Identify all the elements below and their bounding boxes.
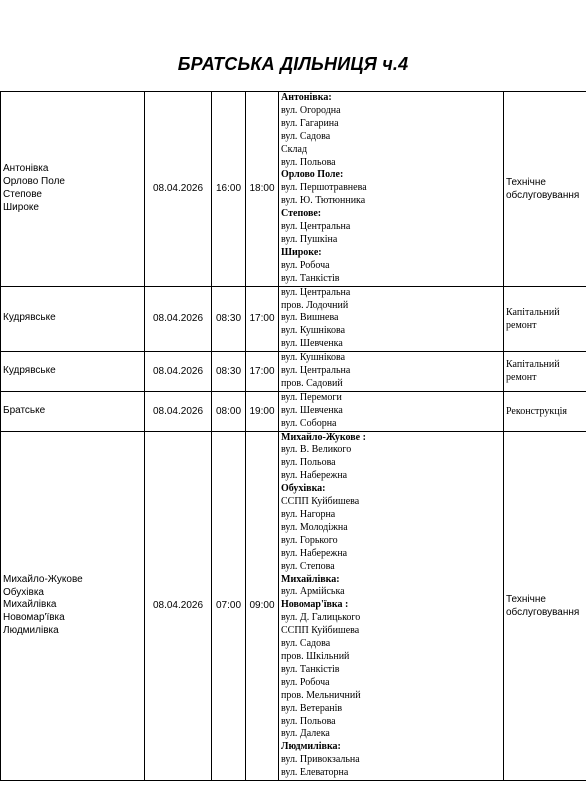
- work-type-text: Технічне: [506, 593, 546, 605]
- streets-cell: [279, 391, 504, 431]
- locality-name: Михайлівка: [3, 599, 57, 611]
- street-name: вул. Садова: [281, 638, 331, 650]
- table-row: [1, 286, 586, 352]
- start-time-cell: 07:00: [212, 431, 246, 780]
- localities-cell: [1, 92, 145, 287]
- street-name: вул. Центральна: [281, 365, 351, 377]
- work-type-cell: [504, 92, 586, 287]
- streets-cell: [279, 92, 504, 287]
- street-name: вул. Кушнікова: [281, 325, 346, 337]
- locality-heading: Новомар'ївка :: [281, 599, 349, 611]
- street-name: вул. Д. Галицького: [281, 612, 361, 624]
- street-name: пров. Садовий: [281, 377, 343, 389]
- street-name: вул. Елеваторна: [281, 767, 349, 779]
- street-name: вул. Армійська: [281, 586, 345, 598]
- street-name: вул. Набережна: [281, 547, 348, 559]
- work-type-cell: [504, 352, 586, 392]
- street-name: вул. Центральна: [281, 286, 351, 298]
- street-name: вул. Нагорна: [281, 509, 336, 520]
- street-name: вул. Садова: [281, 130, 331, 142]
- street-name: вул. В. Великого: [281, 444, 352, 456]
- street-name: вул. Танкістів: [281, 663, 340, 675]
- locality-heading: Михайло-Жукове :: [281, 431, 366, 443]
- street-name: пров. Мельничний: [281, 689, 361, 701]
- localities-cell: [1, 352, 145, 392]
- street-name: вул. Перемоги: [281, 391, 342, 403]
- page-title: БРАТСЬКА ДІЛЬНИЦЯ ч.4: [177, 54, 409, 74]
- street-name: вул. Шевченка: [281, 404, 343, 416]
- work-type-cell: [504, 286, 586, 352]
- street-name: пров. Шкільний: [281, 650, 350, 662]
- locality-name: Кудрявське: [3, 365, 56, 377]
- locality-name: Кудрявське: [3, 312, 56, 324]
- streets-cell: [279, 352, 504, 392]
- localities-cell: [1, 286, 145, 352]
- date-cell: 08.04.2026: [145, 431, 212, 780]
- streets-cell: [279, 431, 504, 780]
- work-type-text: ремонт: [506, 319, 537, 331]
- work-type-text: ремонт: [506, 372, 537, 384]
- schedule-table-body: [1, 92, 586, 781]
- locality-name: Орлово Поле: [3, 176, 65, 187]
- street-name: вул. Робоча: [281, 259, 330, 271]
- street-name: вул. Пушкіна: [281, 233, 338, 245]
- work-type-cell: [504, 391, 586, 431]
- locality-heading: Широке:: [281, 246, 322, 258]
- street-name: Склад: [281, 143, 308, 155]
- schedule-table: [0, 91, 586, 781]
- date-cell: 08.04.2026: [145, 286, 212, 352]
- locality-name: Новомар'ївка: [3, 612, 65, 624]
- locality-heading: Михайлівка:: [281, 573, 340, 585]
- street-name: вул. Польова: [281, 715, 336, 727]
- street-name: вул. Першотравнева: [281, 182, 367, 194]
- work-type-text: обслуговування: [506, 606, 580, 618]
- work-type-text: Капітальний: [506, 306, 560, 318]
- street-name: вул. Гагарина: [281, 117, 339, 129]
- street-name: вул. Соборна: [281, 417, 337, 429]
- street-name: вул. Набережна: [281, 470, 348, 482]
- street-name: вул. Ветеранів: [281, 702, 343, 714]
- start-time-cell: 08:30: [212, 352, 246, 392]
- localities-cell: [1, 391, 145, 431]
- date-cell: 08.04.2026: [145, 352, 212, 392]
- table-row: [1, 431, 586, 780]
- streets-cell: [279, 286, 504, 352]
- street-name: вул. Огородна: [281, 104, 341, 116]
- street-name: ССПП Куйбишева: [281, 496, 360, 508]
- street-name: вул. Молодіжна: [281, 521, 348, 533]
- street-name: вул. Робоча: [281, 676, 330, 688]
- start-time-cell: 08:30: [212, 286, 246, 352]
- work-type-text: обслуговування: [506, 189, 580, 201]
- locality-name: Степове: [3, 188, 42, 200]
- date-cell: 08.04.2026: [145, 391, 212, 431]
- work-type-text: Реконструкція: [506, 405, 567, 417]
- locality-name: Широке: [3, 201, 39, 213]
- work-type-text: Технічне: [506, 176, 546, 188]
- start-time-cell: 16:00: [212, 92, 246, 287]
- street-name: вул. Ю. Тютюнника: [281, 195, 366, 207]
- street-name: вул. Привокзальна: [281, 754, 360, 766]
- locality-name: Людмилівка: [3, 624, 59, 636]
- street-name: вул. Шевченка: [281, 338, 343, 350]
- end-time-cell: 18:00: [246, 92, 279, 287]
- end-time-cell: 19:00: [246, 391, 279, 431]
- street-name: пров. Лодочний: [281, 299, 349, 311]
- street-name: вул. Польова: [281, 457, 336, 469]
- end-time-cell: 17:00: [246, 286, 279, 352]
- street-name: вул. Центральна: [281, 221, 351, 233]
- locality-name: Михайло-Жукове: [3, 573, 83, 585]
- street-name: вул. Вишнева: [281, 312, 339, 324]
- table-row: [1, 352, 586, 392]
- date-cell: 08.04.2026: [145, 92, 212, 287]
- localities-cell: [1, 431, 145, 780]
- start-time-cell: 08:00: [212, 391, 246, 431]
- street-name: вул. Горького: [281, 534, 338, 546]
- end-time-cell: 17:00: [246, 352, 279, 392]
- locality-name: Братське: [3, 404, 46, 416]
- locality-heading: Людмилівка:: [281, 741, 341, 753]
- street-name: вул. Кушнікова: [281, 352, 346, 364]
- work-type-text: Капітальний: [506, 359, 560, 371]
- locality-heading: Обухівка:: [281, 483, 326, 495]
- street-name: вул. Степова: [281, 560, 335, 572]
- street-name: вул. Далека: [281, 728, 330, 740]
- locality-heading: Степове:: [281, 208, 322, 220]
- street-name: вул. Танкістів: [281, 272, 340, 284]
- table-row: [1, 92, 586, 287]
- locality-heading: Антонівка:: [281, 92, 332, 103]
- locality-name: Обухівка: [3, 586, 44, 598]
- locality-name: Антонівка: [3, 163, 49, 175]
- street-name: ССПП Куйбишева: [281, 625, 360, 637]
- street-name: вул. Польова: [281, 156, 336, 168]
- locality-heading: Орлово Поле:: [281, 169, 344, 181]
- table-row: [1, 391, 586, 431]
- end-time-cell: 09:00: [246, 431, 279, 780]
- work-type-cell: [504, 431, 586, 780]
